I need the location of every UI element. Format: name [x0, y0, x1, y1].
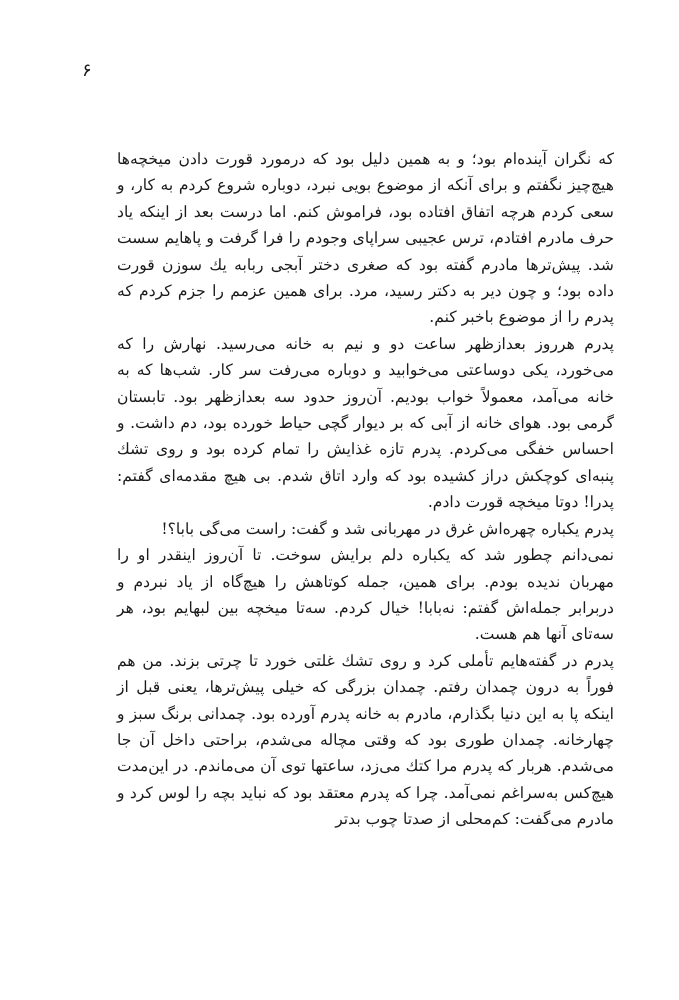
paragraph-2: پدرم هرروز بعدازظهر ساعت دو و نیم به خانه می‌رسید. نهارش را که می‌خورد، یکی دوساعتی می‌خوابید و دوباره می‌رفت سر کار. شب‌ها که به خانه می‌آمد، معمولاً خواب بودیم. آن‌روز حدود سه بعدازظهر بود. تابستان گرمی بود. هوای خانه از آبی که بر دیوار گچی حیاط خورده بود، دم داشت. و احساس خفگی می‌کردم. پدرم تازه غذایش را تمام کرده بود و روی تشك پنبه‌ای کوچکش دراز کشیده بود که وارد اتاق شدم. بی هیچ مقدمه‌ای گفتم: پدرا! دوتا میخچه قورت دادم. — [117, 334, 614, 512]
paragraph-3: پدرم یکباره چهره‌اش غرق در مهربانی شد و گفت: راست می‌گی بابا؟! — [161, 519, 614, 538]
page-number: ۶ — [82, 60, 92, 81]
body-text — [117, 146, 614, 833]
paragraph-4: نمی‌دانم چطور شد که یکباره دلم برایش سوخت. تا آن‌روز اینقدر او را مهربان ندیده بودم. برای همین، جمله کوتاهش را هیچ‌گاه از یاد نبردم و دربرابر جمله‌اش گفتم: نه‌بابا! خیال کردم. سه‌تا میخچه بین لبهایم بود، هر سه‌تای آنها هم هست. — [117, 546, 614, 644]
paragraph-5: پدرم در گفته‌هایم تأملی کرد و روی تشك غلتی خورد تا چرتی بزند. من هم فوراً به درون چمدان رفتم. چمدان بزرگی که خیلی پیش‌ترها، یعنی قبل از اینکه پا به این دنیا بگذارم، مادرم به خانه پدرم آورده بود. چمدانی برنگ سبز و چهارخانه. چمدان طوری بود که وقتی مچاله می‌شدم، براحتی داخل آن جا می‌شدم. هربار که پدرم مرا کتك می‌زد، ساعتها توی آن می‌ماندم. در این‌مدت هیچ‌کس به‌سراغم نمی‌آمد. چرا که پدرم معتقد بود که نباید بچه را لوس کرد و مادرم می‌گفت: کم‌محلی از صدتا چوب بدتر — [117, 651, 614, 829]
paragraph-1: که نگران آینده‌ام بود؛ و به همین دلیل بود که درمورد قورت دادن میخچه‌ها هیچ‌چیز نگفتم و برای آنکه از موضوع بویی نبرد، دوباره شروع کردم به کار، و سعی کردم هرچه اتفاق افتاده بود، فراموش کنم. اما درست بعد از اینکه یاد حرف مادرم افتادم، ترس عجیبی سراپای وجودم را فرا گرفت و پاهایم سست شد. پیش‌ترها مادرم گفته بود که صغری دختر آبجی ربابه یك سوزن قورت داده بود؛ و چون دیر به دکتر رسید، مرد. برای همین عزمم را جزم کردم که پدرم را از موضوع باخبر کنم. — [117, 150, 614, 327]
